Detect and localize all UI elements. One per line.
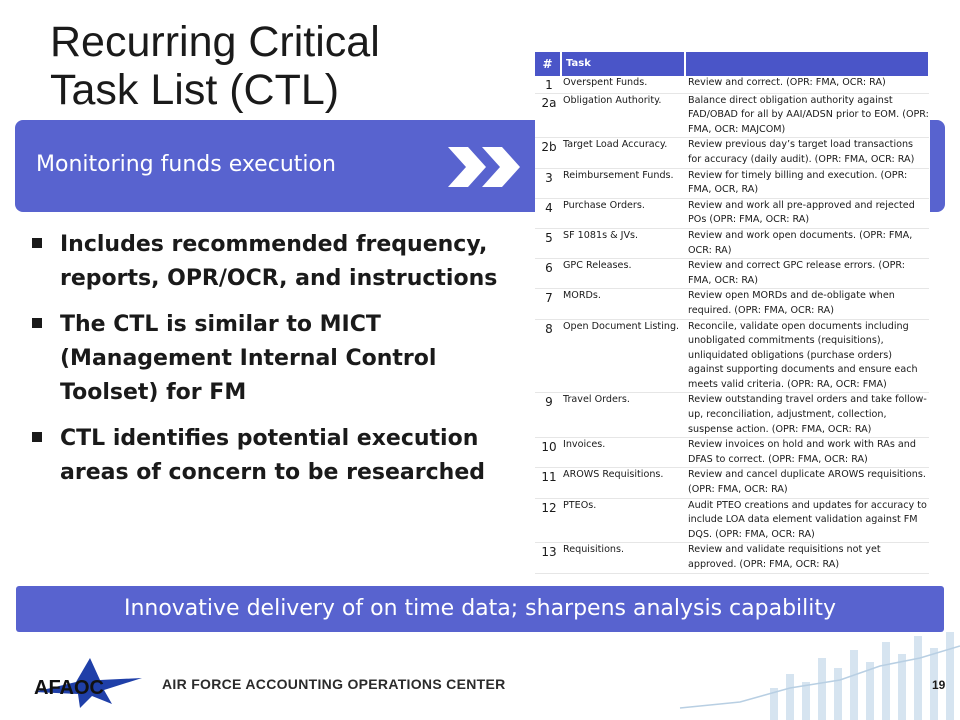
slide-title-line-2: Task List (CTL) <box>50 66 340 114</box>
task-description: Reconcile, validate open documents including unobligated commitments (requisitions), unliquidated obligations (purchase orders) against supporting documents and ensure each meets valid criteria. (OPR: RA, OCR: FMA) <box>685 319 929 393</box>
task-number: 11 <box>535 468 561 498</box>
task-description: Review and correct GPC release errors. (OPR: FMA, OCR: RA) <box>685 259 929 289</box>
table-row <box>535 228 929 258</box>
bullet-item: Includes recommended frequency, reports, OPR/OCR, and instructions <box>30 228 525 296</box>
task-name: SF 1081s & JVs. <box>561 228 685 258</box>
table-row <box>535 93 929 138</box>
task-number: 13 <box>535 543 561 573</box>
column-header-task: Task <box>561 52 685 76</box>
bullet-item: The CTL is similar to MICT (Management Internal Control Toolset) for FM <box>30 308 525 410</box>
task-name: Reimbursement Funds. <box>561 168 685 198</box>
task-number: 8 <box>535 319 561 393</box>
bullet-list <box>30 228 525 502</box>
decorative-bar-graphic <box>620 628 960 720</box>
task-description: Review and validate requisitions not yet approved. (OPR: FMA, OCR: RA) <box>685 543 929 573</box>
task-name: PTEOs. <box>561 498 685 543</box>
table-row <box>535 498 929 543</box>
table-row <box>535 543 929 573</box>
task-description: Review open MORDs and de-obligate when required. (OPR: FMA, OCR: RA) <box>685 289 929 319</box>
svg-text:AFAOC: AFAOC <box>34 677 104 699</box>
organization-name: AIR FORCE ACCOUNTING OPERATIONS CENTER <box>162 676 506 692</box>
summary-banner: Innovative delivery of on time data; sharpens analysis capability <box>16 586 944 632</box>
task-name: Open Document Listing. <box>561 319 685 393</box>
table-row <box>535 259 929 289</box>
critical-task-table <box>535 52 930 574</box>
bullet-marker-icon <box>32 318 42 328</box>
task-number: 3 <box>535 168 561 198</box>
table-row <box>535 393 929 438</box>
task-number: 1 <box>535 76 561 93</box>
task-description: Review for timely billing and execution. (OPR: FMA, OCR, RA) <box>685 168 929 198</box>
table-row <box>535 319 929 393</box>
bullet-marker-icon <box>32 238 42 248</box>
task-description: Review and work all pre-approved and rejected POs (OPR: FMA, OCR: RA) <box>685 198 929 228</box>
task-number: 7 <box>535 289 561 319</box>
task-description: Review and correct. (OPR: FMA, OCR: RA) <box>685 76 929 93</box>
task-number: 9 <box>535 393 561 438</box>
task-name: Overspent Funds. <box>561 76 685 93</box>
table-row <box>535 76 929 93</box>
task-number: 10 <box>535 438 561 468</box>
banner-heading: Monitoring funds execution <box>36 152 336 177</box>
task-number: 5 <box>535 228 561 258</box>
table-row <box>535 438 929 468</box>
afaoc-logo-icon <box>30 652 150 710</box>
task-name: Invoices. <box>561 438 685 468</box>
task-number: 2a <box>535 93 561 138</box>
double-chevron-icon <box>446 145 524 189</box>
task-description: Review previous day’s target load transactions for accuracy (daily audit). (OPR: FMA, OCR: RA) <box>685 138 929 168</box>
slide-title-line-1: Recurring Critical <box>50 18 380 66</box>
table-row <box>535 468 929 498</box>
task-number: 4 <box>535 198 561 228</box>
table-header-row <box>535 52 929 76</box>
table-row <box>535 168 929 198</box>
bullet-marker-icon <box>32 432 42 442</box>
page-number: 19 <box>932 678 946 692</box>
task-description: Review and cancel duplicate AROWS requisitions. (OPR: FMA, OCR: RA) <box>685 468 929 498</box>
task-description: Review invoices on hold and work with RAs and DFAS to correct. (OPR: FMA, OCR: RA) <box>685 438 929 468</box>
task-number: 12 <box>535 498 561 543</box>
table-row <box>535 198 929 228</box>
task-name: Target Load Accuracy. <box>561 138 685 168</box>
task-name: Travel Orders. <box>561 393 685 438</box>
slide-title <box>50 18 380 114</box>
task-name: GPC Releases. <box>561 259 685 289</box>
table-row <box>535 289 929 319</box>
task-description: Balance direct obligation authority against FAD/OBAD for all by AAI/ADSN prior to EOM. (OPR: FMA, OCR: MAJCOM) <box>685 93 929 138</box>
column-header-description <box>685 52 929 76</box>
column-header-number: # <box>535 52 561 76</box>
task-name: Requisitions. <box>561 543 685 573</box>
table-row <box>535 138 929 168</box>
task-description: Review and work open documents. (OPR: FMA, OCR: RA) <box>685 228 929 258</box>
task-name: MORDs. <box>561 289 685 319</box>
task-number: 2b <box>535 138 561 168</box>
task-name: Purchase Orders. <box>561 198 685 228</box>
task-number: 6 <box>535 259 561 289</box>
task-description: Audit PTEO creations and updates for accuracy to include LOA data element validation against FM DQS. (OPR: FMA, OCR: RA) <box>685 498 929 543</box>
task-name: AROWS Requisitions. <box>561 468 685 498</box>
task-description: Review outstanding travel orders and take follow-up, reconciliation, adjustment, collection, suspense action. (OPR: FMA, OCR: RA) <box>685 393 929 438</box>
task-name: Obligation Authority. <box>561 93 685 138</box>
bullet-item: CTL identifies potential execution areas of concern to be researched <box>30 422 525 490</box>
